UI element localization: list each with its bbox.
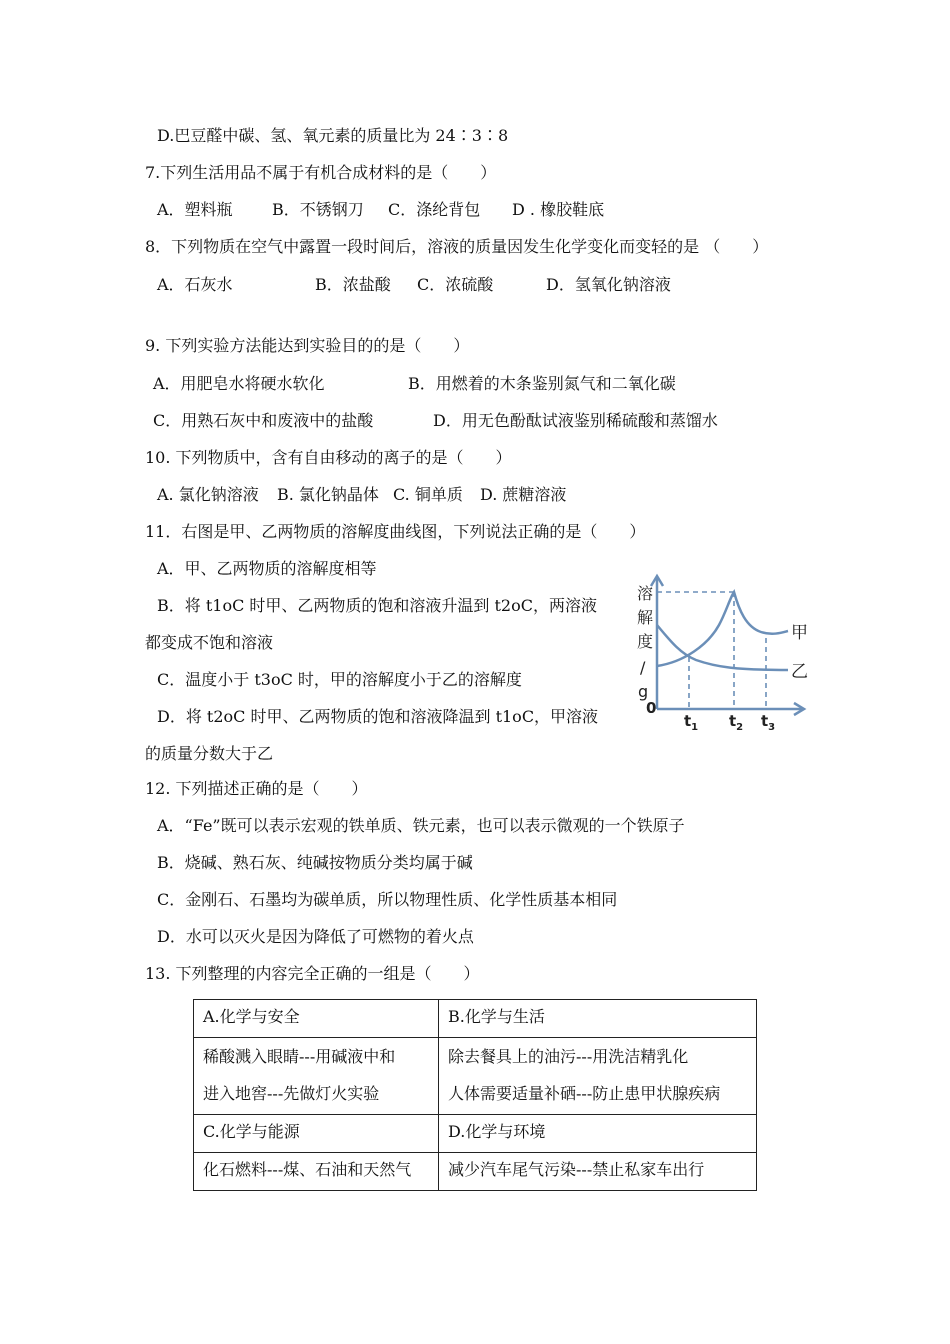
q9-option-c: C．用熟石灰中和废液中的盐酸	[153, 411, 374, 430]
q6-option-d: D.巴豆醛中碳、氢、氧元素的质量比为 24∶3∶8	[157, 126, 509, 145]
cell-b-content	[439, 1038, 757, 1115]
x-tick-t2: $t_2$	[729, 712, 744, 733]
cell-b-title: B.化学与生活	[439, 1000, 757, 1038]
series-yi-label: 乙	[791, 662, 808, 682]
cell-a-line-2: 进入地窖---先做灯火实验	[203, 1084, 380, 1103]
q10-option-a: A. 氯化钠溶液	[157, 485, 259, 504]
cell-b-line-2: 人体需要适量补硒---防止患甲状腺疾病	[448, 1084, 721, 1103]
q7-option-b: B．不锈钢刀	[272, 200, 364, 219]
table-row	[194, 1038, 757, 1115]
q7-option-a: A．塑料瓶	[157, 200, 233, 219]
q12-option-c: C．金刚石、石墨均为碳单质，所以物理性质、化学性质基本相同	[157, 890, 618, 909]
y-axis-label-char-2: 解	[637, 608, 654, 627]
q7-stem: 7.下列生活用品不属于有机合成材料的是（ ）	[145, 163, 497, 182]
x-tick-t3: $t_3$	[761, 712, 776, 733]
y-axis-label-char-5: g	[638, 682, 649, 701]
q9-option-d: D．用无色酚酞试液鉴别稀硫酸和蒸馏水	[433, 411, 718, 430]
y-axis-label-char-4: /	[640, 658, 646, 677]
q13-stem: 13. 下列整理的内容完全正确的一组是（ ）	[145, 964, 480, 983]
cell-a-line-1: 稀酸溅入眼睛---用碱液中和	[203, 1047, 396, 1066]
q9-option-a: A．用肥皂水将硬水软化	[153, 374, 325, 393]
series-yi-curve	[657, 625, 788, 670]
q12-option-d: D．水可以灭火是因为降低了可燃物的着火点	[157, 927, 474, 946]
q7-option-d: D . 橡胶鞋底	[512, 200, 605, 219]
q11-option-d: D．将 t2oC 时甲、乙两物质的饱和溶液降温到 t1oC，甲溶液	[157, 707, 599, 726]
q11-option-b: B．将 t1oC 时甲、乙两物质的饱和溶液升温到 t2oC，两溶液	[157, 596, 597, 615]
q12-stem: 12. 下列描述正确的是（ ）	[145, 779, 368, 798]
cell-a-title: A.化学与安全	[194, 1000, 439, 1038]
q11-stem: 11．右图是甲、乙两物质的溶解度曲线图，下列说法正确的是（ ）	[145, 522, 646, 541]
q8-stem: 8．下列物质在空气中露置一段时间后，溶液的质量因发生化学变化而变轻的是 （ ）	[145, 237, 769, 256]
origin-label: 0	[646, 699, 657, 717]
solubility-chart	[626, 570, 816, 735]
q11-option-b-cont: 都变成不饱和溶液	[145, 633, 274, 652]
q9-option-b: B．用燃着的木条鉴别氮气和二氧化碳	[408, 374, 676, 393]
cell-a-content	[194, 1038, 439, 1115]
y-axis-label-char-1: 溶	[637, 584, 654, 603]
series-jia-curve	[657, 592, 788, 666]
series-jia-label: 甲	[791, 623, 808, 643]
x-tick-t1: $t_1$	[684, 712, 699, 733]
cell-c-content: 化石燃料---煤、石油和天然气	[194, 1153, 439, 1191]
q10-option-c: C. 铜单质	[393, 485, 463, 504]
q11-option-a: A．甲、乙两物质的溶解度相等	[157, 559, 377, 578]
q9-stem: 9. 下列实验方法能达到实验目的的是（ ）	[145, 336, 470, 355]
table-row	[194, 1000, 757, 1038]
q10-option-b: B. 氯化钠晶体	[277, 485, 379, 504]
y-axis-label-char-3: 度	[637, 632, 654, 651]
q13-table	[193, 999, 757, 1191]
cell-c-title: C.化学与能源	[194, 1115, 439, 1153]
cell-d-title: D.化学与环境	[439, 1115, 757, 1153]
q12-option-a: A．“Fe”既可以表示宏观的铁单质、铁元素，也可以表示微观的一个铁原子	[157, 816, 685, 835]
q10-option-d: D. 蔗糖溶液	[480, 485, 567, 504]
q8-option-a: A．石灰水	[157, 275, 233, 294]
q7-option-c: C．涤纶背包	[388, 200, 481, 219]
q8-option-d: D．氢氧化钠溶液	[546, 275, 671, 294]
cell-d-content: 减少汽车尾气污染---禁止私家车出行	[439, 1153, 757, 1191]
table-row	[194, 1153, 757, 1191]
cell-b-line-1: 除去餐具上的油污---用洗洁精乳化	[448, 1047, 689, 1066]
q12-option-b: B．烧碱、熟石灰、纯碱按物质分类均属于碱	[157, 853, 473, 872]
q11-option-c: C．温度小于 t3oC 时，甲的溶解度小于乙的溶解度	[157, 670, 522, 689]
table-row	[194, 1115, 757, 1153]
q8-option-b: B．浓盐酸	[315, 275, 391, 294]
q10-stem: 10. 下列物质中，含有自由移动的离子的是（ ）	[145, 448, 512, 467]
q8-option-c: C．浓硫酸	[417, 275, 494, 294]
q11-option-d-cont: 的质量分数大于乙	[145, 744, 274, 763]
